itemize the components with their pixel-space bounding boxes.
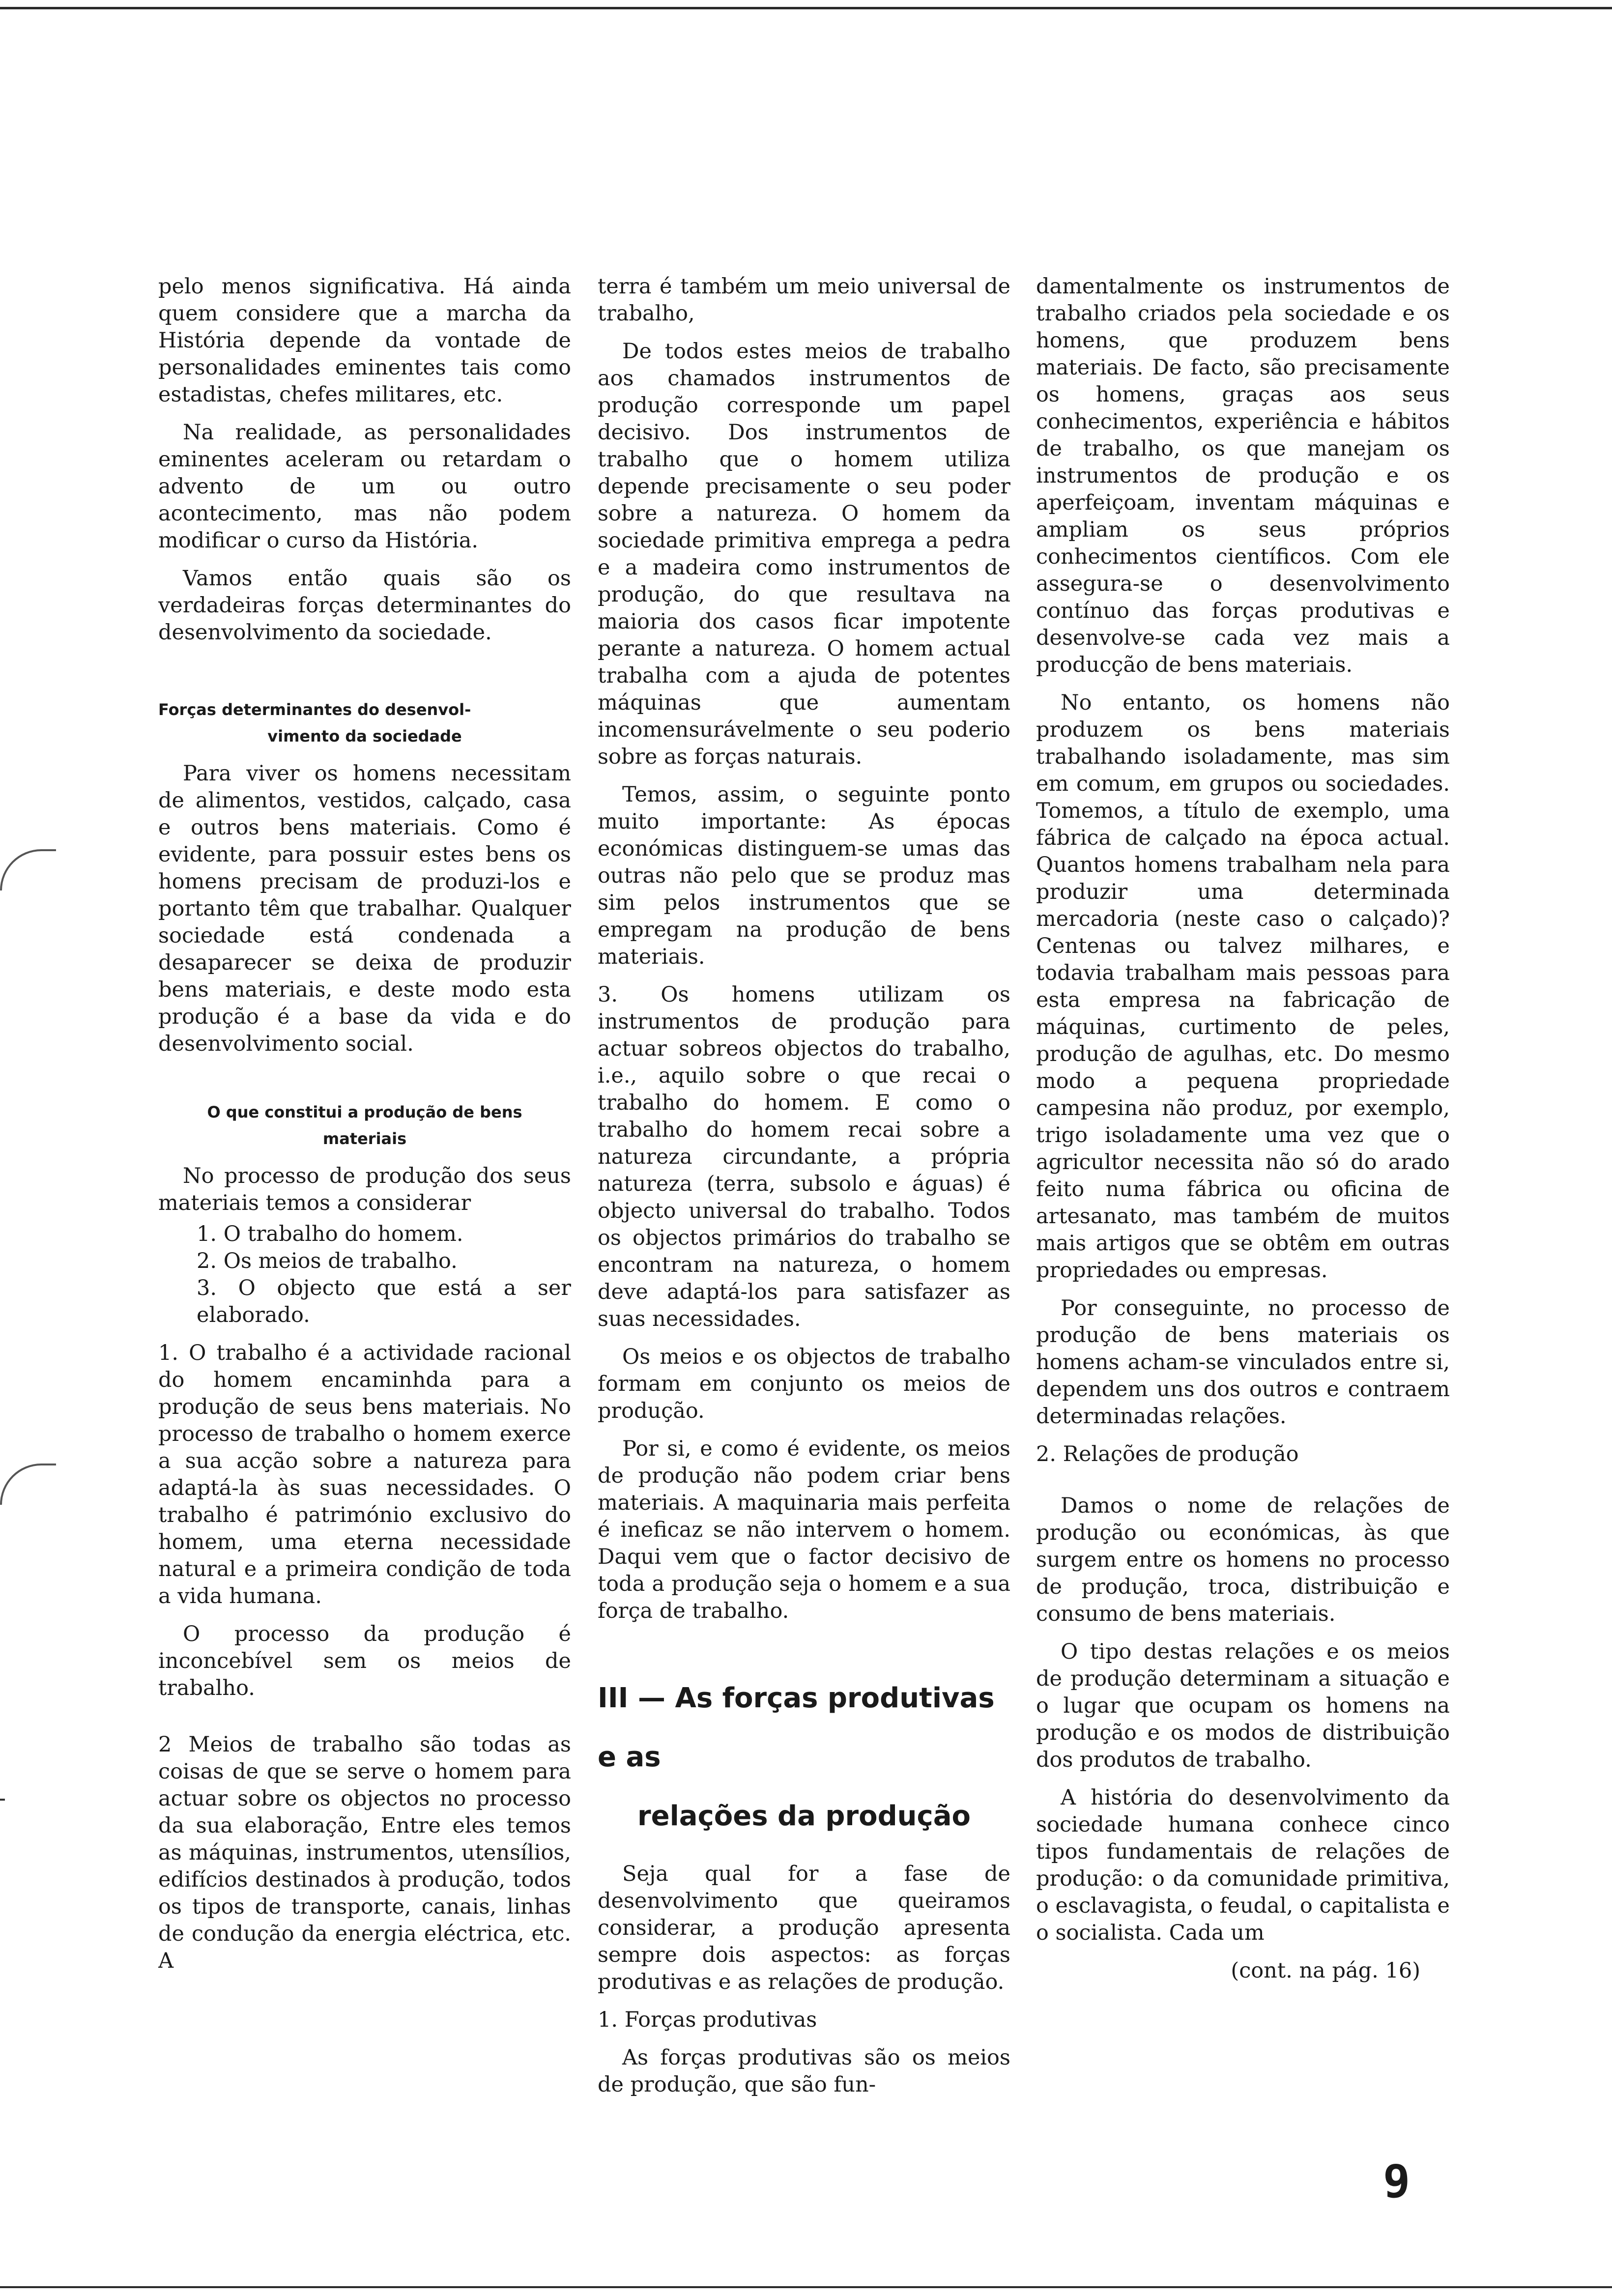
subheading-line: materiais <box>322 1129 407 1148</box>
paragraph: 1. O trabalho é a actividade racional do homem encaminhda para a produção de seus bens materiais. No processo de trabalho o homem exerce a sua acção sobre a natureza para adaptá-la às suas necessidades. O trabalho é património exclusivo do homem, uma eterna necessidade natural e a primeira condição de toda a vida humana. <box>158 1341 571 1608</box>
subsection-title: 2. Relações de produção <box>1036 1442 1299 1466</box>
section-heading-line: relações da produção <box>637 1800 971 1832</box>
text-column-left <box>158 273 571 2101</box>
list-item: 3. O objecto que está a ser elaborado. <box>197 1276 571 1327</box>
subheading-line: O que constitui a produção de bens <box>207 1103 522 1121</box>
text-column-middle <box>598 273 1010 2101</box>
paragraph: pelo menos significativa. Há ainda quem considere que a marcha da História depende da vontade de personalidades eminentes tais como estadistas, chefes militares, etc. <box>158 274 571 407</box>
subheading-forcas-determinantes <box>158 696 571 749</box>
paragraph: Para viver os homens necessitam de alimentos, vestidos, calçado, casa e outros bens materiais. Como é evidente, para possuir estes bens os homens precisam de produzi-los e portanto têm que trabalhar. Qualquer sociedade está condenada a desaparecer se deixa de produzir bens materiais, e deste modo esta produção é a base da vida e do desenvolvimento social. <box>158 761 571 1056</box>
margin-tick <box>0 1799 5 1801</box>
paragraph: Na realidade, as personalidades eminentes aceleram ou retardam o advento de um ou outro acontecimento, mas não podem modificar o curso da História. <box>158 420 571 553</box>
paragraph: damentalmente os instrumentos de trabalho criados pela sociedade e os homens, que produzem bens materiais. De facto, são precisamente os homens, graças aos seus conhecimentos, experiência e hábitos de trabalho, os que manejam os instrumentos de produção e os aperfeiçoam, inventam máquinas e ampliam os seus próprios conhecimentos científicos. Com ele assegura-se o desenvolvimento contínuo das forças produtivas e desenvolve-se cada vez mais a producção de bens materiais. <box>1036 274 1450 677</box>
paragraph: No processo de produção dos seus materiais temos a considerar <box>158 1164 571 1215</box>
paragraph: Damos o nome de relações de produção ou económicas, às que surgem entre os homens no processo de produção, troca, distribuição e consumo de bens materiais. <box>1036 1493 1450 1626</box>
continuation-note: (cont. na pág. 16) <box>1231 1958 1420 1983</box>
paragraph: A história do desenvolvimento da sociedade humana conhece cinco tipos fundamentais de relações de produção: o da comunidade primitiva, o esclavagista, o feudal, o capitalista e o socialista. Cada um <box>1036 1785 1450 1945</box>
page-bottom-border <box>0 2286 1612 2288</box>
list-item: 2. Os meios de trabalho. <box>197 1249 458 1273</box>
production-elements-list <box>158 1221 571 1329</box>
paragraph: Por si, e como é evidente, os meios de produção não podem criar bens materiais. A maquinaria mais perfeita é ineficaz se não intervem o homem. Daqui vem que o factor decisivo de toda a produção seja o homem e a sua força de trabalho. <box>598 1436 1010 1623</box>
text-column-right <box>1036 273 1450 2101</box>
punch-hole-mark-upper <box>0 849 56 890</box>
paragraph: Seja qual for a fase de desenvolvimento que queiramos considerar, a produção apresenta sempre dois aspectos: as forças produtivas e as relações de produção. <box>598 1862 1010 1994</box>
paragraph: Vamos então quais são os verdadeiras forças determinantes do desenvolvimento da sociedade. <box>158 566 571 645</box>
punch-hole-mark-lower <box>0 1464 56 1505</box>
subsection-title: 1. Forças produtivas <box>598 2008 817 2032</box>
paragraph: No entanto, os homens não produzem os bens materiais trabalhando isoladamente, mas sim em comum, em grupos ou sociedades. Tomemos, a título de exemplo, uma fábrica de calçado na época actual. Quantos homens trabalham nela para produzir uma determinada mercadoria (neste caso o calçado)? Centenas ou talvez milhares, e todavia trabalham mais pessoas para esta empresa na fabricação de máquinas, curtimento de peles, produção de agulhas, etc. Do mesmo modo a pequena propriedade campesina não produz, por exemplo, trigo isoladamente uma vez que o agricultor necessita não só do arado feito numa fábrica ou oficina de artesanato, mas também de muitos mais artigos que se obtêm em outras propriedades ou empresas. <box>1036 690 1450 1283</box>
section-heading-forcas-produtivas <box>598 1669 1010 1846</box>
paragraph: Temos, assim, o seguinte ponto muito importante: As épocas económicas distinguem-se umas das outras não pelo que se produz mas sim pelos instrumentos que se empregam na produção de bens materiais. <box>598 782 1010 969</box>
subheading-producao-bens-materiais <box>158 1099 571 1152</box>
paragraph: 3. Os homens utilizam os instrumentos de produção para actuar sobreos objectos do trabalho, i.e., aquilo sobre o que recai o trabalho do homem. E como o trabalho do homem recai sobre a natureza circundante, a própria natureza (terra, subsolo e águas) é objecto universal do trabalho. Todos os objectos primários do trabalho se encontram na natureza, o homem deve adaptá-los para satisfazer as suas necessidades. <box>598 982 1010 1331</box>
section-heading-line: III — As forças produtivas e as <box>598 1682 995 1773</box>
paragraph: 2 Meios de trabalho são todas as coisas de que se serve o homem para actuar sobre os objectos no processo da sua elaboração, Entre eles temos as máquinas, instrumentos, utensílios, edifícios destinados à produção, todos os tipos de transporte, canais, linhas de condução da energia eléctrica, etc. A <box>158 1732 571 1973</box>
paragraph: De todos estes meios de trabalho aos chamados instrumentos de produção corresponde um papel decisivo. Dos instrumentos de trabalho que o homem utiliza depende precisamente o seu poder sobre a natureza. O homem da sociedade primitiva emprega a pedra e a madeira como instrumentos de produção, do que resultava na maioria dos casos ficar impotente perante a natureza. O homem actual trabalha com a ajuda de potentes máquinas que aumentam incomensurávelmente o seu poderio sobre as forças naturais. <box>598 339 1010 769</box>
paragraph: Os meios e os objectos de trabalho formam em conjunto os meios de produção. <box>598 1345 1010 1423</box>
paragraph: terra é também um meio universal de trabalho, <box>598 274 1010 326</box>
paragraph: Por conseguinte, no processo de produção de bens materiais os homens acham-se vinculados entre si, dependem uns dos outros e contraem determinadas relações. <box>1036 1296 1450 1429</box>
paragraph: O tipo destas relações e os meios de produção determinam a situação e o lugar que ocupam os homens na produção e os modos de distribuição dos produtos de trabalho. <box>1036 1639 1450 1772</box>
subheading-line: vimento da sociedade <box>267 727 462 746</box>
list-item: 1. O trabalho do homem. <box>197 1222 463 1246</box>
page-number: 9 <box>1383 2155 1410 2208</box>
paragraph: As forças produtivas são os meios de produção, que são fun- <box>598 2045 1010 2097</box>
subheading-line: Forças determinantes do desenvol- <box>158 700 471 719</box>
page-top-border <box>0 7 1612 9</box>
paragraph: O processo da produção é inconcebível sem os meios de trabalho. <box>158 1622 571 1700</box>
